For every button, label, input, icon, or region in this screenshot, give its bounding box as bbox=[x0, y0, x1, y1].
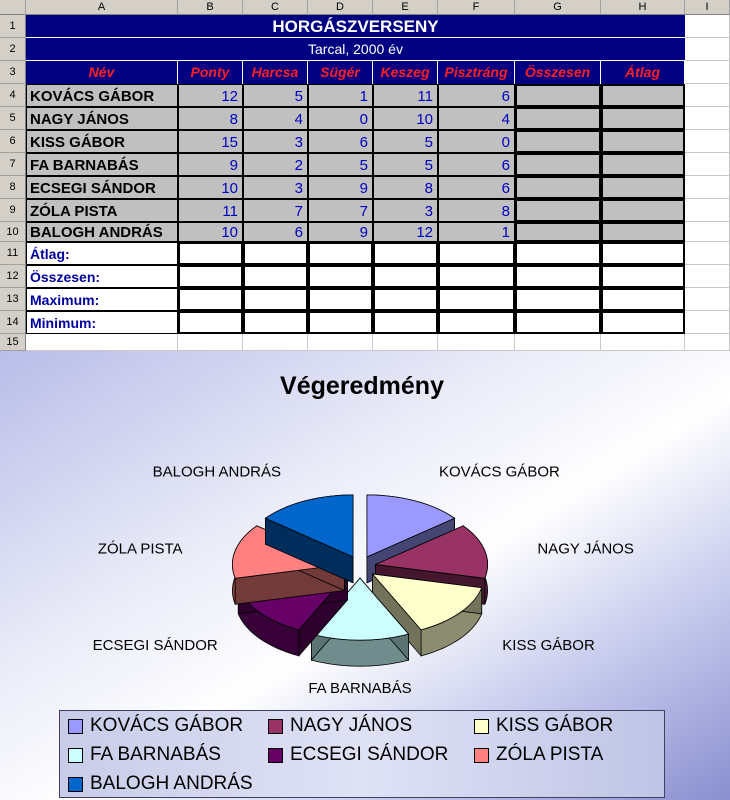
legend-entry[interactable] bbox=[68, 715, 243, 737]
legend-label: FA BARNABÁS bbox=[90, 744, 221, 765]
total-cell[interactable] bbox=[515, 199, 601, 222]
catch-value[interactable]: 8 bbox=[438, 199, 515, 222]
catch-value[interactable]: 8 bbox=[178, 107, 243, 130]
stat-cell[interactable] bbox=[438, 311, 515, 334]
chart-title: Végeredmény bbox=[280, 372, 444, 400]
column-header-b[interactable]: B bbox=[178, 0, 243, 15]
catch-value[interactable]: 10 bbox=[178, 222, 243, 242]
catch-value[interactable]: 3 bbox=[243, 176, 308, 199]
legend-entry[interactable] bbox=[474, 715, 613, 737]
stat-cell[interactable] bbox=[308, 288, 373, 311]
row-header-4[interactable]: 4 bbox=[0, 84, 26, 107]
column-header-f[interactable]: F bbox=[438, 0, 515, 15]
total-cell[interactable] bbox=[515, 84, 601, 107]
row-header-8[interactable]: 8 bbox=[0, 176, 26, 199]
stat-cell[interactable] bbox=[243, 265, 308, 288]
catch-value[interactable]: 0 bbox=[438, 130, 515, 153]
header-cell[interactable]: Harcsa bbox=[243, 61, 308, 84]
catch-value[interactable]: 3 bbox=[373, 199, 438, 222]
legend-swatch bbox=[474, 719, 489, 734]
stat-cell[interactable] bbox=[243, 242, 308, 265]
row-header-7[interactable]: 7 bbox=[0, 153, 26, 176]
legend-swatch bbox=[68, 719, 83, 734]
legend-entry[interactable] bbox=[68, 773, 253, 795]
stat-label[interactable]: Minimum: bbox=[26, 311, 178, 334]
stat-cell[interactable] bbox=[515, 265, 601, 288]
total-cell[interactable] bbox=[515, 222, 601, 242]
stat-cell[interactable] bbox=[308, 242, 373, 265]
catch-value[interactable]: 5 bbox=[373, 130, 438, 153]
slice-label: KOVÁCS GÁBOR bbox=[438, 463, 560, 481]
slice-label: BALOGH ANDRÁS bbox=[152, 463, 282, 481]
column-header-c[interactable]: C bbox=[243, 0, 308, 15]
average-cell[interactable] bbox=[601, 176, 685, 199]
competitor-name[interactable]: KOVÁCS GÁBOR bbox=[26, 84, 178, 107]
competitor-name[interactable]: BALOGH ANDRÁS bbox=[26, 222, 178, 242]
stat-label[interactable]: Összesen: bbox=[26, 265, 178, 288]
stat-cell[interactable] bbox=[515, 311, 601, 334]
sheet-subtitle[interactable]: Tarcal, 2000 év bbox=[26, 38, 685, 61]
catch-value[interactable]: 3 bbox=[243, 130, 308, 153]
legend-label: ECSEGI SÁNDOR bbox=[290, 744, 449, 765]
average-cell[interactable] bbox=[601, 107, 685, 130]
legend-label: ZÓLA PISTA bbox=[496, 744, 604, 765]
stat-cell[interactable] bbox=[178, 265, 243, 288]
catch-value[interactable]: 6 bbox=[438, 84, 515, 107]
slice-label: KISS GÁBOR bbox=[502, 637, 595, 655]
header-cell[interactable]: Sügér bbox=[308, 61, 373, 84]
catch-value[interactable]: 4 bbox=[243, 107, 308, 130]
catch-value[interactable]: 1 bbox=[438, 222, 515, 242]
stat-cell[interactable] bbox=[438, 288, 515, 311]
stat-cell[interactable] bbox=[515, 242, 601, 265]
catch-value[interactable]: 9 bbox=[308, 222, 373, 242]
legend-swatch bbox=[68, 748, 83, 763]
average-cell[interactable] bbox=[601, 130, 685, 153]
stat-cell[interactable] bbox=[438, 265, 515, 288]
stat-cell[interactable] bbox=[373, 288, 438, 311]
row-header-6[interactable]: 6 bbox=[0, 130, 26, 153]
legend-label: KOVÁCS GÁBOR bbox=[90, 715, 244, 736]
legend-entry[interactable] bbox=[268, 715, 412, 737]
competitor-name[interactable]: ECSEGI SÁNDOR bbox=[26, 176, 178, 199]
average-cell[interactable] bbox=[601, 153, 685, 176]
stat-cell[interactable] bbox=[178, 311, 243, 334]
competitor-name[interactable]: ZÓLA PISTA bbox=[26, 199, 178, 222]
legend-swatch bbox=[474, 748, 489, 763]
sheet-title[interactable]: HORGÁSZVERSENY bbox=[26, 15, 685, 38]
stat-cell[interactable] bbox=[601, 265, 685, 288]
stat-cell[interactable] bbox=[601, 242, 685, 265]
slice-label: ZÓLA PISTA bbox=[97, 540, 183, 558]
catch-value[interactable]: 7 bbox=[243, 199, 308, 222]
row-header-2[interactable]: 2 bbox=[0, 38, 26, 61]
slice-label: ECSEGI SÁNDOR bbox=[92, 637, 218, 655]
row-header-5[interactable]: 5 bbox=[0, 107, 26, 130]
legend-label: KISS GÁBOR bbox=[496, 715, 614, 736]
row-header-14[interactable]: 14 bbox=[0, 311, 26, 334]
row-header-11[interactable]: 11 bbox=[0, 242, 26, 265]
legend-swatch bbox=[268, 748, 283, 763]
catch-value[interactable]: 15 bbox=[178, 130, 243, 153]
catch-value[interactable]: 10 bbox=[178, 176, 243, 199]
stat-cell[interactable] bbox=[373, 265, 438, 288]
stat-cell[interactable] bbox=[178, 288, 243, 311]
catch-value[interactable]: 12 bbox=[178, 84, 243, 107]
stat-cell[interactable] bbox=[308, 311, 373, 334]
catch-value[interactable]: 6 bbox=[308, 130, 373, 153]
legend-entry[interactable] bbox=[268, 744, 448, 766]
average-cell[interactable] bbox=[601, 222, 685, 242]
row-header-15[interactable]: 15 bbox=[0, 334, 26, 351]
header-cell[interactable]: Összesen bbox=[515, 61, 601, 84]
catch-value[interactable]: 5 bbox=[308, 153, 373, 176]
stat-cell[interactable] bbox=[438, 242, 515, 265]
row-header-13[interactable]: 13 bbox=[0, 288, 26, 311]
row-header-12[interactable]: 12 bbox=[0, 265, 26, 288]
legend-swatch bbox=[268, 719, 283, 734]
catch-value[interactable]: 7 bbox=[308, 199, 373, 222]
legend-entry[interactable] bbox=[68, 744, 221, 766]
header-cell[interactable]: Név bbox=[26, 61, 178, 84]
slice-label: NAGY JÁNOS bbox=[537, 540, 634, 558]
row-header-3[interactable]: 3 bbox=[0, 61, 26, 84]
header-cell[interactable]: Ponty bbox=[178, 61, 243, 84]
row-header-1[interactable]: 1 bbox=[0, 15, 26, 38]
stat-cell[interactable] bbox=[601, 288, 685, 311]
chart-legend[interactable] bbox=[59, 710, 665, 798]
average-cell[interactable] bbox=[601, 199, 685, 222]
total-cell[interactable] bbox=[515, 107, 601, 130]
header-cell[interactable]: Átlag bbox=[601, 61, 685, 84]
total-cell[interactable] bbox=[515, 153, 601, 176]
competitor-name[interactable]: NAGY JÁNOS bbox=[26, 107, 178, 130]
catch-value[interactable]: 5 bbox=[243, 84, 308, 107]
average-cell[interactable] bbox=[601, 84, 685, 107]
row-header-10[interactable]: 10 bbox=[0, 222, 26, 242]
catch-value[interactable]: 9 bbox=[178, 153, 243, 176]
total-cell[interactable] bbox=[515, 130, 601, 153]
column-header-d[interactable]: D bbox=[308, 0, 373, 15]
select-all-corner[interactable] bbox=[0, 0, 26, 15]
legend-entry[interactable] bbox=[474, 744, 603, 766]
row-header-9[interactable]: 9 bbox=[0, 199, 26, 222]
column-header-a[interactable]: A bbox=[26, 0, 178, 15]
competitor-name[interactable]: KISS GÁBOR bbox=[26, 130, 178, 153]
pie-chart[interactable] bbox=[0, 351, 730, 800]
stat-cell[interactable] bbox=[601, 311, 685, 334]
column-header-i[interactable]: I bbox=[685, 0, 730, 15]
catch-value[interactable]: 10 bbox=[373, 107, 438, 130]
stat-cell[interactable] bbox=[178, 242, 243, 265]
spreadsheet[interactable] bbox=[0, 0, 730, 351]
catch-value[interactable]: 6 bbox=[438, 176, 515, 199]
catch-value[interactable]: 8 bbox=[373, 176, 438, 199]
catch-value[interactable]: 6 bbox=[243, 222, 308, 242]
catch-value[interactable]: 11 bbox=[373, 84, 438, 107]
slice-label: FA BARNABÁS bbox=[308, 680, 412, 697]
column-header-h[interactable]: H bbox=[601, 0, 685, 15]
catch-value[interactable]: 4 bbox=[438, 107, 515, 130]
legend-label: NAGY JÁNOS bbox=[290, 715, 413, 736]
stat-cell[interactable] bbox=[373, 242, 438, 265]
column-header-e[interactable]: E bbox=[373, 0, 438, 15]
header-cell[interactable]: Pisztráng bbox=[438, 61, 515, 84]
total-cell[interactable] bbox=[515, 176, 601, 199]
catch-value[interactable]: 12 bbox=[373, 222, 438, 242]
legend-swatch bbox=[68, 777, 83, 792]
stat-label[interactable]: Átlag: bbox=[26, 242, 178, 265]
stat-cell[interactable] bbox=[243, 311, 308, 334]
catch-value[interactable]: 1 bbox=[308, 84, 373, 107]
catch-value[interactable]: 2 bbox=[243, 153, 308, 176]
competitor-name[interactable]: FA BARNABÁS bbox=[26, 153, 178, 176]
column-header-g[interactable]: G bbox=[515, 0, 601, 15]
stat-cell[interactable] bbox=[515, 288, 601, 311]
stat-cell[interactable] bbox=[308, 265, 373, 288]
catch-value[interactable]: 9 bbox=[308, 176, 373, 199]
stat-cell[interactable] bbox=[373, 311, 438, 334]
stat-label[interactable]: Maximum: bbox=[26, 288, 178, 311]
catch-value[interactable]: 0 bbox=[308, 107, 373, 130]
legend-label: BALOGH ANDRÁS bbox=[90, 773, 253, 794]
stat-cell[interactable] bbox=[243, 288, 308, 311]
header-cell[interactable]: Keszeg bbox=[373, 61, 438, 84]
catch-value[interactable]: 5 bbox=[373, 153, 438, 176]
catch-value[interactable]: 6 bbox=[438, 153, 515, 176]
catch-value[interactable]: 11 bbox=[178, 199, 243, 222]
